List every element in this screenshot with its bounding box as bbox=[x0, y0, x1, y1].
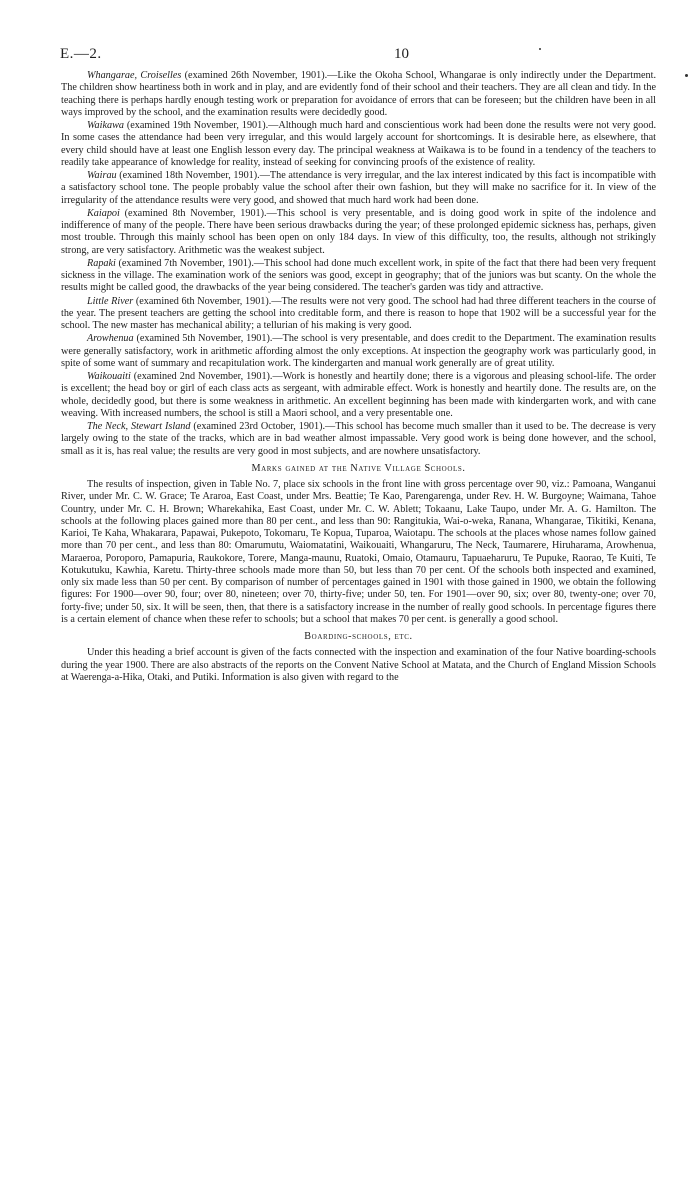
school-name: The Neck, Stewart Island bbox=[87, 421, 191, 432]
page-header bbox=[60, 46, 660, 66]
boarding-paragraph: Under this heading a brief account is given of the facts connected with the inspection and examination of the four Native boarding-schools during the year 1900. There are also abstracts of the reports on the Convent Native School at Matata, and the Church of England Mission Schools at Waerenga-a-Hika, Otaki, and Putiki. Information is also given with regard to the bbox=[61, 647, 656, 683]
school-name: Whangarae, Croiselles bbox=[87, 70, 182, 81]
school-name: Little River bbox=[87, 295, 134, 307]
school-report-paragraph bbox=[61, 296, 656, 333]
school-report-paragraph bbox=[61, 170, 656, 207]
school-report-paragraph bbox=[61, 258, 656, 295]
school-name: Waikouaiti bbox=[87, 371, 131, 382]
school-name: Rapaki bbox=[87, 257, 116, 269]
school-name: Waikawa bbox=[87, 120, 124, 131]
school-report-paragraph bbox=[61, 120, 656, 169]
marks-paragraph: The results of inspection, given in Table No. 7, place six schools in the front line with gross percentage over 90, viz.: Pamoana, Wanganui River, under Mr. C. W. Grace; Te Araroa, East Coast, under Mrs. Beattie; Te Kao, Parengarenga, under Rev. H. W. Burgoyne; Waimana, Tahoe Country, under Mr. C. H. Brown; Wharekahika, East Coast, under Mr. C. W. Ablett; Tokaanu, Lake Taupo, under Mr. A. G. Hamilton. The schools at the following places gained more than 80 per cent., and less than 90: Rangitukia, Wai-o-weka, Ranana, Whangarae, Tikitiki, Kenana, Karioi, Te Kaha, Whakarara, Papawai, Pukepoto, Tokomaru, Te Kopua, Tuparoa, Waiotapu. The schools at the places whose names follow gained more than 70 per cent., and less than 80: Omarumutu, Waiomatatini, Waikouaiti, Whangaruru, The Neck, Taumarere, Hiruharama, Arowhenua, Maraeroa, Poroporo, Pamapuria, Raukokore, Torere, Manga-maunu, Ruatoki, Omaio, Otamauru, Tapuaeharuru, Te Pupuke, Raorao, Te Kuiti, Te Kotukutuku, Kawhia, Karetu. Thirty-three schools made more than 50, but less than 70 per cent. Of the schools both inspected and examined, only six made less than 50 per cent. By comparison of number of percentages gained in 1901 with those gained in 1900, we obtain the following figures: For 1900—over 90, four; over 80, nineteen; over 70, thirty-five; under 50, ten. For 1901—over 90, six; over 80, twenty-one; over 70, forty-five; under 50, six. It will be seen, then, that there is a satisfactory increase in the number of really good schools. In percentage figures there is a certain element of chance when these refer to schools; but a school that makes 70 per cent. is generally a good school. bbox=[61, 479, 656, 625]
school-report-paragraph bbox=[61, 70, 656, 119]
page-number: 10 bbox=[394, 46, 409, 62]
report-text: (examined 8th November, 1901).—This school is very presentable, and is doing good work in spite of the indolence and indifference of many of the people. There have been serious drawbacks during the year; of these prolonged epidemic sickness has, perhaps, given most trouble. Through this mainly school has been open on only 184 days. In view of this difficulty, too, the results, although not strikingly strong, are very satisfactory. Arithmetic was the weakest subject. bbox=[61, 207, 656, 256]
school-name: Wairau bbox=[87, 170, 117, 181]
report-text: (examined 5th November, 1901).—The school is very presentable, and does credit to the Department. The examination results were generally satisfactory, work in arithmetic affording almost the only exceptions. At inspection the geography work was particularly good, in spite of some want of summary and recapitulation work. The kindergarten and manual work generally are of great utility. bbox=[61, 333, 656, 369]
school-report-paragraph bbox=[61, 371, 656, 420]
report-text: (examined 26th November, 1901).—Like the Okoha School, Whangarae is only indirectly under the Department. The children show heartiness both in work and in play, and are evidently fond of their school and their teachers. They are all clean and tidy. In the teaching there is perhaps hardly enough testing work or preparation for avoidance of errors that can be foreseen; but the children have been in all ways improved by the school, and the examination results were decidedly good. bbox=[61, 70, 656, 118]
print-speck bbox=[685, 74, 688, 77]
section-heading-boarding: Boarding-schools, etc. bbox=[304, 631, 413, 642]
report-text: (examined 19th November, 1901).—Although much hard and conscientious work had been done the results were not very good. In some cases the attendance had been very irregular, and this would largely account for shortcomings. It is desirable here, as elsewhere, that every child should have at least one English lesson every day. The principal weakness at Waikawa is to be found in a tendency of the teachers to readily take appearance of knowledge for reality, instead of seeking for convincing proofs of the existence of reality. bbox=[61, 120, 656, 168]
report-text: (examined 18th November, 1901).—The attendance is very irregular, and the lax interest indicated by this fact is incompatible with a satisfactory school tone. The people probably value the school after their own fashion, but they will make no sacrifice for it. In view of the irregularity of the attendance results were very good, and showed that much hard work had been done. bbox=[61, 170, 656, 206]
report-text: (examined 2nd November, 1901).—Work is honestly and heartily done; there is a vigorous and pleasing school-life. The order is excellent; the head boy or girl of each class acts as sergeant, with admirable effect. Work is honestly and heartily done. The results are, on the whole, decidedly good, but there is some weakness in arithmetic. An excellent beginning has been made with kindergarten work, and with cane weaving. With increased numbers, the school is still a Maori school, and a very presentable one. bbox=[61, 371, 656, 419]
print-speck bbox=[539, 48, 541, 50]
school-report-paragraph bbox=[61, 421, 656, 458]
document-body bbox=[61, 70, 656, 684]
school-report-paragraph bbox=[61, 208, 656, 257]
section-heading-marks: Marks gained at the Native Village Schools. bbox=[251, 462, 466, 474]
report-text: (examined 6th November, 1901).—The results were not very good. The school had had three different teachers in the course of the year. The present teachers are getting the school into creditable form, and there is reason to hope that 1902 will be a successful year for the school. The new master has mechanical ability; a tellurian of his making is very good. bbox=[61, 295, 656, 331]
school-report-paragraph bbox=[61, 333, 656, 370]
report-code: E.—2. bbox=[60, 46, 102, 62]
report-text: (examined 23rd October, 1901).—This school has become much smaller than it used to be. The decrease is very largely owing to the state of the tracks, which are in bad weather almost impassable. Very good work is being done however, and the school, small as it is, has real value; the results are very good in most subjects, and are nowhere unsatisfactory. bbox=[61, 421, 656, 457]
school-name: Arowhenua bbox=[87, 333, 134, 345]
report-text: (examined 7th November, 1901).—This school had done much excellent work, in spite of the fact that there had been very frequent sickness in the village. The examination work of the seniors was good, except in geography; that of the juniors was but scanty. On the whole the results might be called good, the drawbacks of the year being considered. The teacher's garden was tidy and attractive. bbox=[61, 257, 656, 294]
school-name: Kaiapoi bbox=[87, 207, 120, 219]
